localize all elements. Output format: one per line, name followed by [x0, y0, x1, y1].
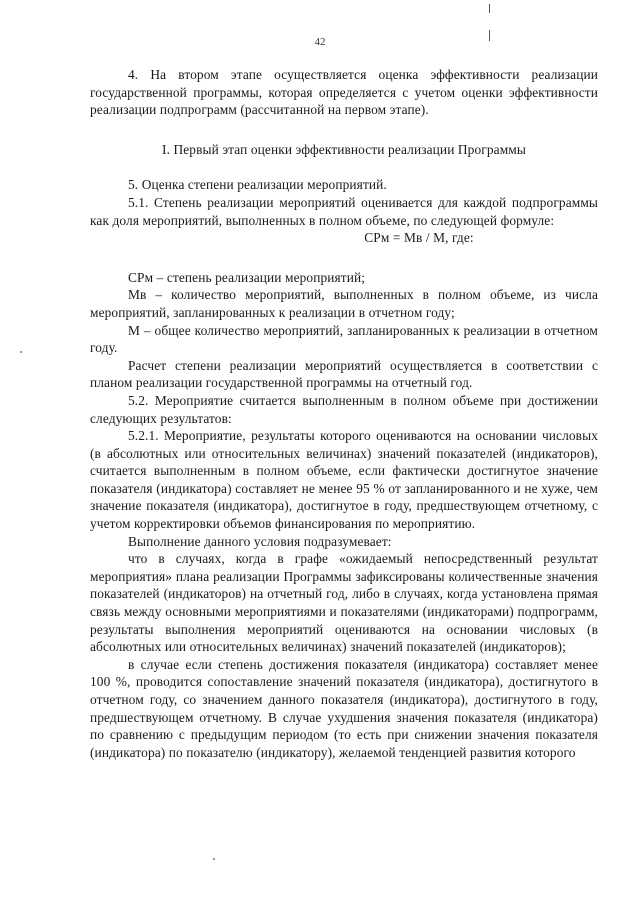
- scan-dot: [20, 351, 22, 353]
- paragraph-item-5-2: 5.2. Мероприятие считается выполненным в полном объеме при достижении следующих результатов:: [90, 392, 598, 426]
- page-number: 42: [314, 36, 326, 48]
- paragraph-item-5: 5. Оценка степени реализации мероприятий.: [128, 177, 387, 193]
- paragraph-item-5-1: 5.1. Степень реализации мероприятий оценивается для каждой подпрограммы как доля мероприятий, выполненных в полном объеме, по следующей формуле:: [90, 194, 598, 228]
- scan-mark: [489, 4, 490, 13]
- definition-m: М – общее количество мероприятий, запланированных к реализации в отчетном году.: [90, 322, 598, 356]
- document-body: [90, 66, 598, 761]
- section-heading: I. Первый этап оценки эффективности реализации Программы: [162, 141, 526, 157]
- paragraph-case-one: что в случаях, когда в графе «ожидаемый непосредственный результат мероприятия» плана реализации Программы зафиксированы количественные значения показателей (индикаторов) на отчетный год, либо в случаях, когда установлена прямая связь между основными мероприятиями и показателями (индикаторами) подпрограмм, результаты выполнения мероприятий оцениваются на основании числовых (в абсолютных или относительных величинах) значений показателей (индикаторов);: [90, 551, 598, 655]
- paragraph-case-two: в случае если степень достижения показателя (индикатора) составляет менее 100 %, проводится сопоставление значений показателя (индикатора), достигнутого в отчетном году, со значением данного показателя (индикатора), достигнутого в году, предшествующем отчетному. В случае ухудшения значения показателя (индикатора) по сравнению с предыдущим периодом (то есть при снижении значения показателя (индикатора) по показателю (индикатору), желаемой тенденцией развития которого: [90, 656, 598, 760]
- paragraph-item-5-2-1: 5.2.1. Мероприятие, результаты которого оцениваются на основании числовых (в абсолютных или относительных величинах) значений показателей (индикаторов), считается выполненным в полном объеме, если фактически достигнутое значение показателя (индикатора) составляет не менее 95 % от запланированного и не хуже, чем значение показателя (индикатора), достигнутое в году, предшествующем отчетному, с учетом корректировки объемов финансирования по мероприятию.: [90, 428, 598, 532]
- paragraph-condition: Выполнение данного условия подразумевает:: [128, 533, 392, 549]
- paragraph-calculation: Расчет степени реализации мероприятий осуществляется в соответствии с планом реализации государственной программы на отчетный год.: [90, 357, 598, 391]
- scan-dot: [213, 858, 215, 860]
- paragraph-stage-two: 4. На втором этапе осуществляется оценка эффективности реализации государственной программы, которая определяется с учетом оценки эффективности реализации подпрограмм (рассчитанной на первом этапе).: [90, 67, 598, 118]
- definition-srm: СРм – степень реализации мероприятий;: [128, 269, 366, 285]
- formula: СРм = Мв / М, где:: [364, 230, 474, 246]
- scan-mark: [489, 30, 490, 41]
- definition-mv: Мв – количество мероприятий, выполненных в полном объеме, из числа мероприятий, запланированных к реализации в отчетном году;: [90, 287, 598, 320]
